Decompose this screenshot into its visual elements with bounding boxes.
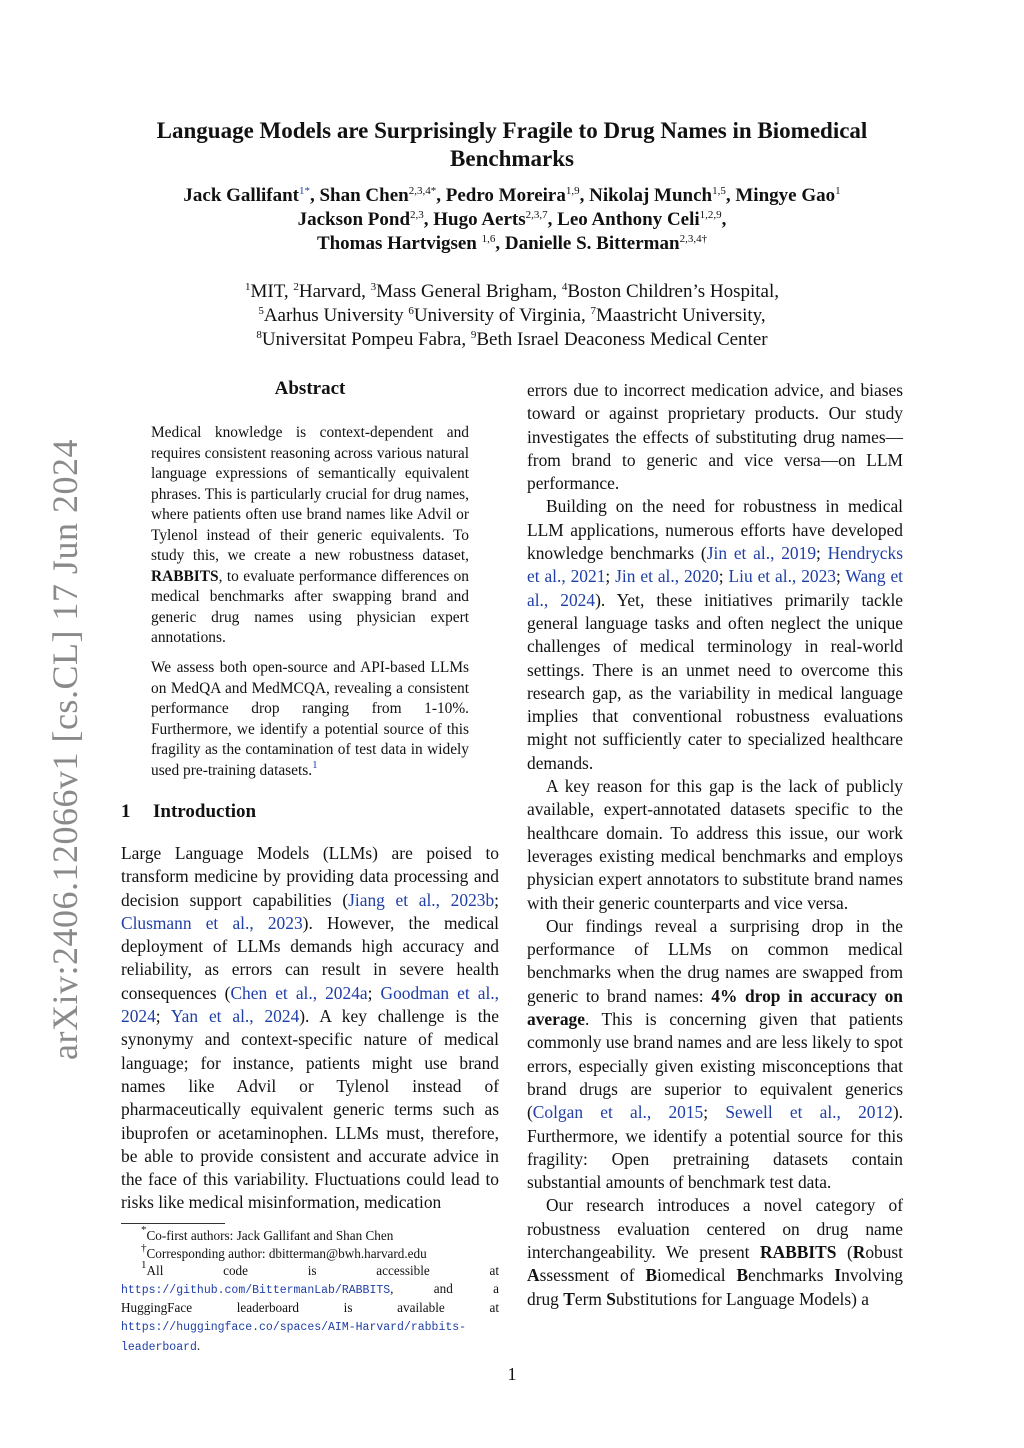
paragraph: Our findings reveal a surprising drop in the performance of LLMs on common medical benchmarks when the drug names are swapped from generic to brand names: 4% drop in accuracy on average. This is concerning given that patients commonly use brand names and are less likely to spot errors, especially given existing misconceptions that brand drugs are superior to equivalent generics (Colgan et al., 2015; Sewell et al., 2012). Furthermore, we identify a potential source for this fragility: Open pretraining datasets contain substantial amounts of benchmark test data. [527, 915, 904, 1193]
citation-link[interactable]: Jin et al., 2019 [706, 543, 817, 564]
paper-title: Language Models are Surprisingly Fragile to Drug Names in Biomedical Benchmarks [156, 118, 868, 171]
author-sup: 1,9 [565, 185, 580, 197]
footnotes [121, 1224, 499, 1356]
citation-link[interactable]: Yan et al., 2024 [170, 1006, 300, 1027]
author-line-2: Jackson Pond$^{2,3}$, Hugo Aerts$^{2,3,7}$, Leo Anthony Celi$^{1,2,9}$, [297, 209, 727, 230]
author-sup: 1* [298, 185, 310, 197]
paragraph: Building on the need for robustness in medical LLM applications, numerous efforts have developed knowledge benchmarks (Jin et al., 2019; Hendrycks et al., 2021; Jin et al., 2020; Liu et al., 2023; Wang et al., 2024). Yet, these initiatives primarily tackle general language tasks and often neglect the unique challenges of medical terminology in real-world settings. There is an unmet need to overcome this research gap, as the variability in medical language implies that conventional robustness evaluations might not sufficiently cater to specialized healthcare demands. [527, 496, 904, 773]
citation-link[interactable]: Liu et al., 2023 [728, 566, 836, 587]
paragraph: errors due to incorrect medication advice, and biases toward or against proprietary products. Our study investigates the effects of substituting drug names—from brand to generic and vice versa—on LLM performance. [527, 380, 903, 494]
author-sup: 2,3,7 [525, 209, 548, 221]
author-name: Hugo Aerts [433, 209, 526, 230]
footnote-1: *Co-first authors: Jack Gallifant and Shan Chen [141, 1224, 394, 1243]
footnote-ref[interactable]: 1 [312, 758, 318, 771]
author-sup: 2,3,4* [408, 185, 437, 197]
author-name: Jack Gallifant [183, 185, 299, 206]
intro-left-column: Large Language Models (LLMs) are poised to transform medicine by providing data processing and decision support capabilities (Jiang et al., 2023b; Clusmann et al., 2023). However, the medical deployment of LLMs demands high accuracy and reliability, as errors can result in severe health consequences (Chen et al., 2024a; Goodman et al., 2024; Yan et al., 2024). A key challenge is the synonymy and context-specific nature of medical language; for instance, patients might use brand names like Advil or Tylenol instead of pharmaceutically equivalent generic terms such as ibuprofen or acetaminophen. LLMs must, therefore, be able to provide consistent and accurate advice in the face of this variability. Fluctuations could lead to risks like medical misinformation, medication [121, 843, 500, 1213]
citation-link[interactable]: Jiang et al., 2023b [348, 889, 495, 910]
abstract-paragraph-2: We assess both open-source and API-based LLMs on MedQA and MedMCQA, revealing a consistent performance drop ranging from 1-10%. Furthermore, we identify a potential source of this fragility as the contamination of test data in widely used pre-training datasets.$^1$ [151, 659, 469, 779]
intro-right-column [527, 379, 903, 1311]
section-heading-introduction [121, 801, 256, 823]
paragraph: Our research introduces a novel category of robustness evaluation centered on drug name interchangeability. We present RABBITS (Robust Assessment of Biomedical Benchmarks Involving drug Term Substitutions for Language Models) a [527, 1195, 904, 1309]
leaderboard-link[interactable]: https://huggingface.co/spaces/AIM-Harvard/rabbits-leaderboard [121, 1320, 467, 1354]
abstract-paragraph-1: Medical knowledge is context-dependent and requires consistent reasoning across various natural language expressions of semantically equivalent phrases. This is particularly crucial for drug names, where patients often use brand names like Advil or Tylenol instead of their generic equivalents. To study this, we create a new robustness dataset, RABBITS, to evaluate performance differences on medical benchmarks after swapping brand and generic drug names using physician expert annotations. [151, 424, 469, 646]
arxiv-identifier: arXiv:2406.12066v1 [cs.CL] 17 Jun 2024 [45, 439, 85, 1060]
author-name: Danielle S. Bitterman [504, 233, 680, 254]
paragraph: A key reason for this gap is the lack of publicly available, expert-annotated datasets specific to the healthcare domain. To address this issue, our work leverages existing medical benchmarks and employs physician expert annotators to substitute brand names with their generic counterparts and vice versa. [527, 776, 903, 913]
author-name: Shan Chen [319, 185, 409, 206]
author-sup: 2,3 [410, 209, 424, 221]
citation-link[interactable]: Colgan et al., 2015 [532, 1102, 704, 1123]
author-sup: 1 [835, 185, 841, 197]
github-link[interactable]: https://github.com/BittermanLab/RABBITS [121, 1283, 391, 1297]
author-name: Pedro Moreira [445, 185, 566, 206]
footnote-rule [121, 1223, 225, 1224]
affiliation-line-1: $^1$MIT, $^2$Harvard, $^3$Mass General Brigham, $^4$Boston Children’s Hospital, [244, 281, 780, 302]
author-line-1: Jack Gallifant$^{1*}$, Shan Chen$^{2,3,4*}$, Pedro Moreira$^{1,9}$, Nikolaj Munch$^{1,5}$, Mingye Gao$^1$ [183, 185, 841, 206]
author-name: Thomas Hartvigsen [316, 233, 477, 254]
abstract-heading: Abstract [274, 378, 346, 399]
citation-link[interactable]: Sewell et al., 2012 [725, 1102, 893, 1123]
citation-link[interactable]: Goodman et al., 2024 [121, 982, 499, 1027]
footnote-3: $^1$All code is accessible at https://github.com/BittermanLab/RABBITS, and a HuggingFace leaderboard is available at https://huggingface.co/spaces/AIM-Harvard/rabbits-leaderboard. [121, 1259, 499, 1354]
citation-link[interactable]: Clusmann et al., 2023 [121, 912, 303, 933]
author-name: Nikolaj Munch [589, 185, 713, 206]
affiliation-line-3: $^8$Universitat Pompeu Fabra, $^9$Beth Israel Deaconess Medical Center [256, 329, 768, 350]
author-sup: 2,3,4† [679, 233, 708, 245]
citation-link[interactable]: Jin et al., 2020 [615, 566, 719, 587]
author-name: Jackson Pond [297, 209, 411, 230]
author-line-3: Thomas Hartvigsen $^{1,6}$, Danielle S. Bitterman$^{2,3,4\dagger}$ [316, 233, 708, 254]
section-title: Introduction [153, 801, 257, 822]
affiliation-line-2: $^5$Aarhus University $^6$University of Virginia, $^7$Maastricht University, [258, 305, 766, 326]
author-name: Leo Anthony Celi [557, 209, 700, 230]
citation-link[interactable]: Wang et al., 2024 [527, 566, 904, 610]
author-sup: 1,5 [712, 185, 726, 197]
author-sup: 1,2,9 [699, 209, 722, 221]
page-number: 1 [507, 1364, 517, 1384]
footnote-2: †Corresponding author: dbitterman@bwh.harvard.edu [141, 1241, 427, 1261]
citation-link[interactable]: Chen et al., 2024a [230, 982, 368, 1003]
citation-link[interactable]: Hendrycks et al., 2021 [527, 543, 903, 587]
section-number: 1 [121, 801, 131, 822]
author-sup: 1,6 [481, 233, 496, 245]
author-name: Mingye Gao [735, 185, 836, 206]
